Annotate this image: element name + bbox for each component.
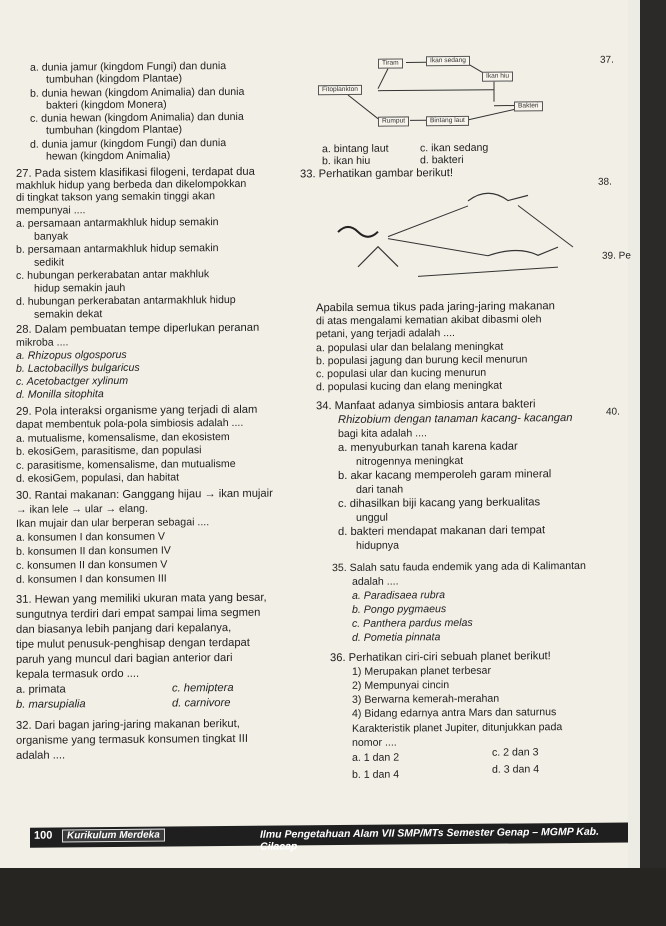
q36-option-b: b. 1 dan 4 <box>352 768 400 781</box>
q27-option-b-cont: sedikit <box>34 256 65 269</box>
q35-option-d: d. Pometia pinnata <box>352 631 441 644</box>
q26-option-c: c. dunia hewan (kingdom Animalia) dan dunia <box>30 110 244 125</box>
q34-option-d-cont: hidupnya <box>356 539 400 552</box>
q29-option-a: a. mutualisme, komensalisme, dan ekosistem <box>16 430 230 445</box>
q36-option-c: c. 2 dan 3 <box>492 746 539 759</box>
q33-option-b: b. populasi jagung dan burung kecil menurun <box>316 353 528 368</box>
book-title: Ilmu Pengetahuan Alam VII SMP/MTs Semester Genap – MGMP Kab. Cilacap <box>260 825 599 853</box>
q36-statement-4: 4) Bidang edarnya antra Mars dan saturnus <box>352 706 557 720</box>
q32-option-d: d. bakteri <box>420 153 464 167</box>
bakteri-node: Bakteri <box>514 101 543 111</box>
q32-stem-3: adalah .... <box>16 749 66 762</box>
margin-number-38: 38. <box>598 176 612 188</box>
q26-option-a: a. dunia jamur (kingdom Fungi) dan dunia <box>30 60 227 74</box>
q27-stem-2: makhluk hidup yang berbeda dan dikelompokkan <box>16 177 247 192</box>
q36-statement-2: 2) Mempunyai cincin <box>352 679 450 692</box>
q33-option-a: a. populasi ular dan belalang meningkat <box>316 340 504 355</box>
q27-stem-3: di tingkat takson yang semakin tinggi akan <box>16 190 216 204</box>
q30-option-c: c. konsumen II dan konsumen V <box>16 558 168 572</box>
margin-number-37: 37. <box>600 54 614 66</box>
q34-option-a: a. menyuburkan tanah karena kadar <box>338 440 518 455</box>
q35-stem: 35. Salah satu fauda endemik yang ada di Kalimantan <box>332 559 586 575</box>
food-web-sketch <box>318 175 590 297</box>
ikan-sedang-node: Ikan sedang <box>426 56 470 66</box>
ikan-hiu-node: Ikan hiu <box>482 72 513 82</box>
q34-option-b-cont: dari tanah <box>356 483 404 496</box>
q28-option-d: d. Monilla sitophita <box>16 388 104 401</box>
q36-stem-after-2: nomor .... <box>352 736 397 749</box>
kurikulum-badge: Kurikulum Merdeka <box>62 829 165 843</box>
q31-stem-2: sungutnya terdiri dari empat sampai lima segmen <box>16 606 261 621</box>
q33-stem-after-3: petani, yang terjadi adalah .... <box>316 327 455 341</box>
q31-option-d: d. carnivore <box>172 696 231 710</box>
q30-stem-3: Ikan mujair dan ular berperan sebagai .... <box>16 516 210 530</box>
q35-option-a: a. Paradisaea rubra <box>352 589 446 602</box>
q34-option-c: c. dihasilkan biji kacang yang berkualitas <box>338 496 541 511</box>
q34-option-d: d. bakteri mendapat makanan dari tempat <box>338 524 546 539</box>
q31-option-b: b. marsupialia <box>16 698 86 711</box>
q29-option-d: d. ekosiGem, populasi, dan habitat <box>16 471 180 485</box>
food-web-arrows <box>318 53 554 147</box>
q26-option-a-cont: tumbuhan (kingdom Plantae) <box>46 72 183 86</box>
q33-stem-after-1: Apabila semua tikus pada jaring-jaring makanan <box>316 300 555 315</box>
q26-option-c-cont: tumbuhan (kingdom Plantae) <box>46 123 183 137</box>
page-number: 100 <box>34 829 53 842</box>
q36-statement-1: 1) Merupakan planet terbesar <box>352 664 491 678</box>
q26-option-d-cont: hewan (kingdom Animalia) <box>46 149 171 163</box>
food-web-picture <box>318 175 590 297</box>
q33-option-d: d. populasi kucing dan elang meningkat <box>316 379 503 394</box>
q26-option-b: b. dunia hewan (kingdom Animalia) dan dunia <box>30 85 245 100</box>
next-page-edge <box>628 0 640 875</box>
bintang-laut-node: Bintang laut <box>426 116 469 126</box>
q33-stem-after-2: di atas mengalami kematian akibat dibasmi oleh <box>316 313 542 328</box>
rumput-node: Rumput <box>378 116 409 126</box>
q34-stem-2: Rhizobium dengan tanaman kacang- kacangan <box>338 412 573 427</box>
q30-stem-2: → ikan lele → ular → elang. <box>16 502 148 516</box>
tiram-node: Tiram <box>378 58 403 68</box>
q29-option-c: c. parasitisme, komensalisme, dan mutualisme <box>16 457 236 472</box>
q29-stem: 29. Pola interaksi organisme yang terjadi di alam <box>16 403 258 418</box>
q36-option-a: a. 1 dan 2 <box>352 751 400 764</box>
q36-stem-after-1: Karakteristik planet Jupiter, ditunjukkan pada <box>352 721 563 735</box>
q31-stem-3: dan biasanya lebih panjang dari kepalanya, <box>16 621 232 636</box>
q29-option-b: b. ekosiGem, parasitisme, dan populasi <box>16 444 202 458</box>
q27-option-b: b. persamaan antarmakhluk hidup semakin <box>16 242 219 256</box>
q28-option-b: b. Lactobacillys bulgaricus <box>16 361 140 375</box>
q26-option-d: d. dunia jamur (kingdom Fungi) dan dunia <box>30 137 227 151</box>
q32-stem-2: organisme yang termasuk konsumen tingkat III <box>16 732 248 747</box>
q34-stem: 34. Manfaat adanya simbiosis antara bakteri <box>316 398 536 413</box>
q30-stem: 30. Rantai makanan: Ganggang hijau → ikan mujair <box>16 487 273 502</box>
q28-option-a: a. Rhizopus olgosporus <box>16 348 127 362</box>
q34-option-a-cont: nitrogennya meningkat <box>356 454 464 468</box>
q27-option-a-cont: banyak <box>34 230 69 243</box>
q31-option-c: c. hemiptera <box>172 681 234 695</box>
q27-stem-4: mempunyai .... <box>16 204 86 217</box>
q27-option-d: d. hubungan perkerabatan antarmakhluk hidup <box>16 293 236 308</box>
q28-option-c: c. Acetobactger xylinum <box>16 374 129 388</box>
q27-option-c-cont: hidup semakin jauh <box>34 281 126 295</box>
q35-stem-2: adalah .... <box>352 575 399 588</box>
q36-option-d: d. 3 dan 4 <box>492 763 540 776</box>
q30-option-d: d. konsumen I dan konsumen III <box>16 572 167 586</box>
q33-stem: 33. Perhatikan gambar berikut! <box>300 167 453 181</box>
q34-stem-3: bagi kita adalah .... <box>338 427 427 441</box>
q31-stem-5: paruh yang muncul dari bagian anterior dari <box>16 651 233 666</box>
q30-option-a: a. konsumen I dan konsumen V <box>16 530 165 544</box>
q32-option-c: c. ikan sedang <box>420 141 489 155</box>
margin-number-39: 39. Pe <box>602 250 631 262</box>
q34-option-c-cont: unggul <box>356 511 388 524</box>
q30-option-b: b. konsumen II dan konsumen IV <box>16 544 171 558</box>
q29-stem-2: dapat membentuk pola-pola simbiosis adalah .... <box>16 416 244 431</box>
margin-number-40: 40. <box>606 406 620 418</box>
page-footer <box>30 823 628 853</box>
q27-option-d-cont: semakin dekat <box>34 308 103 321</box>
q36-stem: 36. Perhatikan ciri-ciri sebuah planet berikut! <box>330 650 551 665</box>
fitoplankton-node: Fitoplankton <box>318 85 362 95</box>
q31-stem-4: tipe mulut penusuk-penghisap dengan terdapat <box>16 636 250 651</box>
q32-option-a: a. bintang laut <box>322 142 389 156</box>
q26-option-b-cont: bakteri (kingdom Monera) <box>46 98 167 112</box>
dark-background <box>0 868 666 926</box>
q36-statement-3: 3) Berwarna kemerah-merahan <box>352 692 500 706</box>
q32-stem: 32. Dari bagan jaring-jaring makanan berikut, <box>16 717 240 732</box>
q28-stem-2: mikroba .... <box>16 336 69 349</box>
q35-option-c: c. Panthera pardus melas <box>352 616 473 630</box>
q27-option-a: a. persamaan antarmakhluk hidup semakin <box>16 216 219 230</box>
q32-option-b: b. ikan hiu <box>322 154 371 168</box>
q27-option-c: c. hubungan perkerabatan antar makhluk <box>16 268 210 282</box>
q28-stem: 28. Dalam pembuatan tempe diperlukan peranan <box>16 321 260 336</box>
q27-stem: 27. Pada sistem klasifikasi filogeni, terdapat dua <box>16 165 255 180</box>
q34-option-b: b. akar kacang memperoleh garam mineral <box>338 468 552 483</box>
food-web-diagram <box>318 53 554 147</box>
q31-stem: 31. Hewan yang memiliki ukuran mata yang besar, <box>16 591 267 606</box>
q33-option-c: c. populasi ular dan kucing menurun <box>316 366 487 381</box>
q31-stem-6: kepala termasuk ordo .... <box>16 667 140 681</box>
q31-option-a: a. primata <box>16 683 66 696</box>
q35-option-b: b. Pongo pygmaeus <box>352 603 447 616</box>
